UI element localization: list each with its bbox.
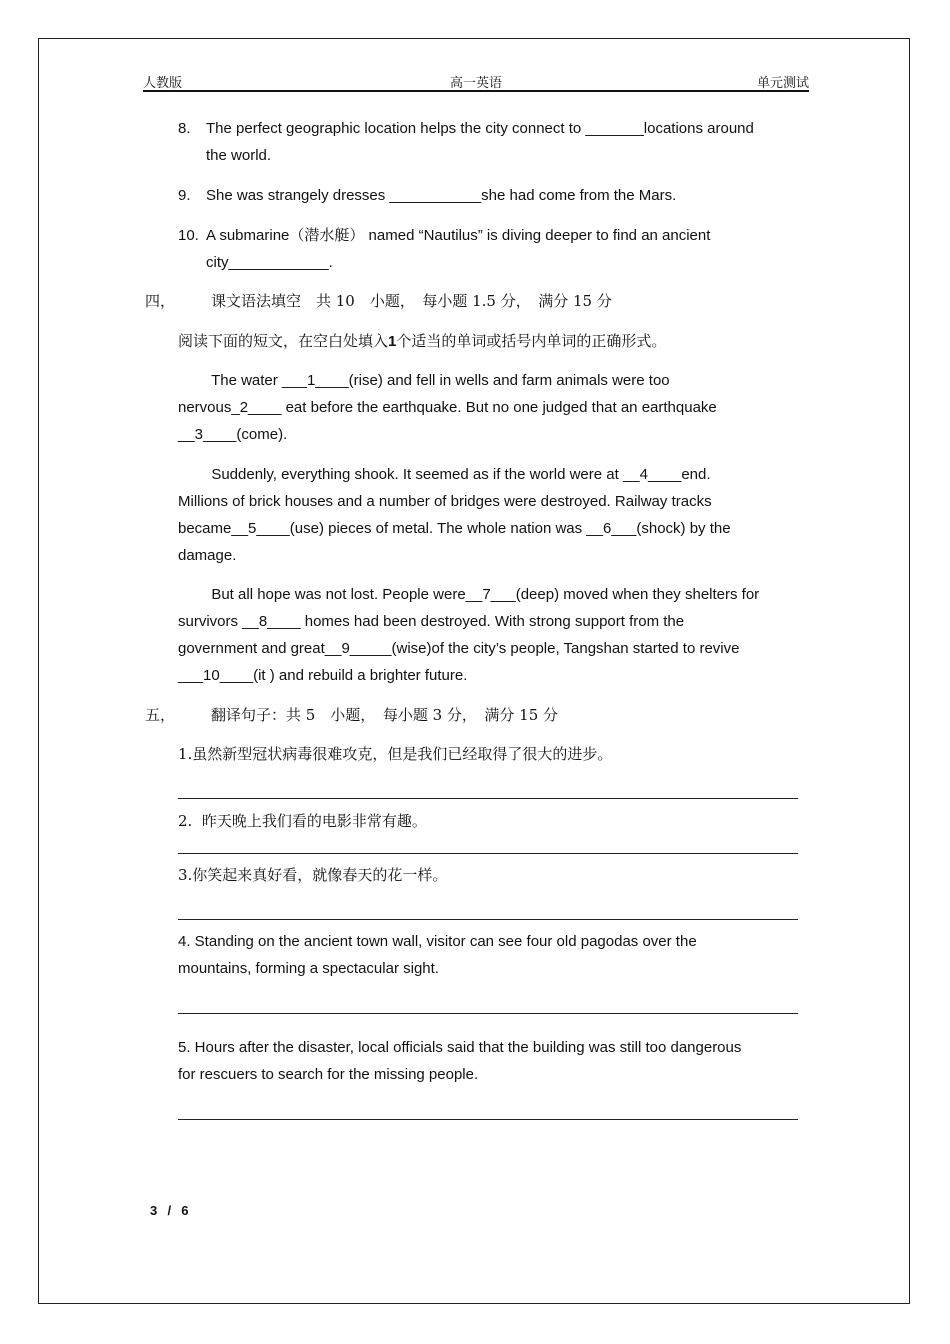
passage-line: ___10____(it ) and rebuild a brighter future. <box>178 667 468 684</box>
answer-line[interactable] <box>178 798 798 799</box>
question-text: the world. <box>206 147 272 164</box>
instruction-text: 阅读下面的短文，在空白处填入 <box>178 332 389 350</box>
section-number: 五， <box>145 706 176 724</box>
answer-line[interactable] <box>178 1013 798 1014</box>
translation-item: 4. Standing on the ancient town wall, visitor can see four old pagodas over the <box>178 933 697 950</box>
passage-line: __3____(come). <box>178 426 288 443</box>
passage-line: survivors __8____ homes had been destroyed. With strong support from the <box>178 613 685 630</box>
passage-line: But all hope was not lost. People were__7___(deep) moved when they shelters for <box>178 586 760 603</box>
page-number: 3 / 6 <box>150 1203 190 1218</box>
translation-item: 3.你笑起来真好看，就像春天的花一样。 <box>178 866 448 884</box>
passage-line: Millions of brick houses and a number of bridges were destroyed. Railway tracks <box>178 493 712 510</box>
question-number: 10. <box>178 227 199 244</box>
question-number: 8. <box>178 120 191 137</box>
page-header <box>143 70 809 92</box>
section-instruction <box>178 328 666 355</box>
passage-line: damage. <box>178 547 237 564</box>
question-text: A submarine（潜水艇） named “Nautilus” is diving deeper to find an ancient <box>206 227 711 244</box>
question-text: city____________. <box>206 254 333 271</box>
section-heading <box>145 702 558 729</box>
section-title: 翻译句子：共 5 小题， 每小题 3 分， 满分 15 分 <box>211 706 559 724</box>
answer-line[interactable] <box>178 1119 798 1120</box>
translation-item: 2. 昨天晚上我们看的电影非常有趣。 <box>178 812 427 830</box>
passage-line: The water ___1____(rise) and fell in wells and farm animals were too <box>178 372 670 389</box>
passage-line: Suddenly, everything shook. It seemed as if the world were at __4____end. <box>178 466 711 483</box>
section-number: 四， <box>145 292 176 310</box>
translation-item: mountains, forming a spectacular sight. <box>178 960 439 977</box>
header-test-type: 单元测试 <box>756 76 809 91</box>
translation-item: for rescuers to search for the missing people. <box>178 1066 479 1083</box>
header-edition: 人教版 <box>143 76 183 91</box>
question-number: 9. <box>178 187 191 204</box>
passage-line: became__5____(use) pieces of metal. The whole nation was __6___(shock) by the <box>178 520 731 537</box>
answer-line[interactable] <box>178 919 798 920</box>
answer-line[interactable] <box>178 853 798 854</box>
translation-item: 5. Hours after the disaster, local officials said that the building was still too dangerous <box>178 1039 742 1056</box>
passage-line: government and great__9_____(wise)of the city’s people, Tangshan started to revive <box>178 640 740 657</box>
section-heading <box>145 288 612 315</box>
passage-line: nervous_2____ eat before the earthquake. But no one judged that an earthquake <box>178 399 717 416</box>
section-title: 课文语法填空 共 10 小题， 每小题 1.5 分， 满分 15 分 <box>211 292 612 310</box>
instruction-text: 个适当的单词或括号内单词的正确形式。 <box>396 332 667 350</box>
question-text: She was strangely dresses ___________she had come from the Mars. <box>206 187 677 204</box>
header-subject: 高一英语 <box>449 76 503 91</box>
question-text: The perfect geographic location helps the city connect to _______locations around <box>206 120 754 137</box>
instruction-number: 1 <box>388 333 397 350</box>
translation-item: 1.虽然新型冠状病毒很难攻克，但是我们已经取得了很大的进步。 <box>178 745 613 763</box>
